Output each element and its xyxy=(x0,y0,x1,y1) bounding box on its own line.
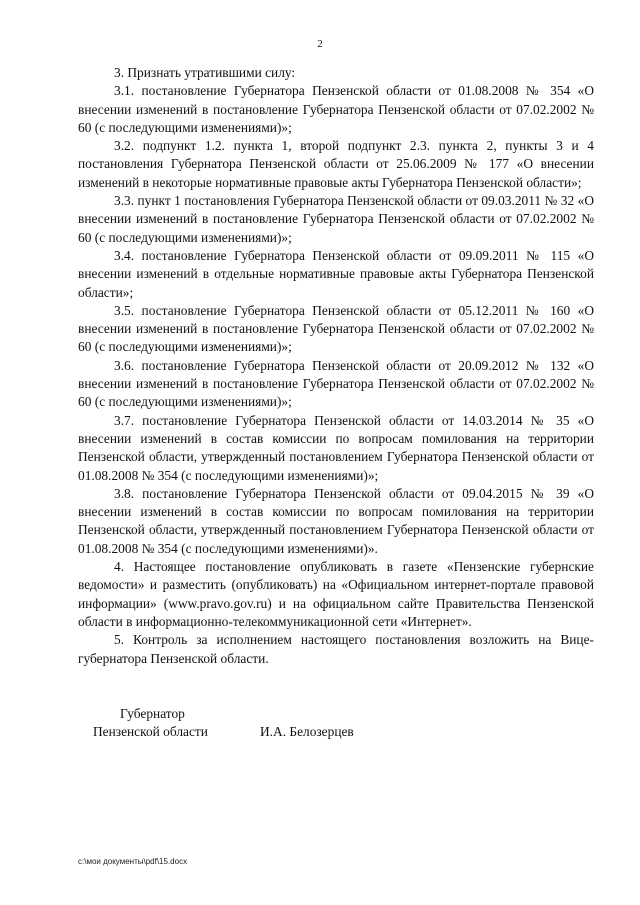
paragraph-item-3-4: 3.4. постановление Губернатора Пензенской области от 09.09.2011 № 115 «О внесении изменений в отдельные нормативные правовые акты Губернатора Пензенской области»; xyxy=(78,247,594,300)
paragraph-item-3-3: 3.3. пункт 1 постановления Губернатора Пензенской области от 09.03.2011 № 32 «О внесении изменений в постановление Губернатора Пензенской области от 07.02.2002 № 60 (с последующими изменениями)»; xyxy=(78,193,594,245)
document-body xyxy=(78,64,594,668)
signatory-name: И.А. Белозерцев xyxy=(260,724,354,739)
footer-file-path: c:\мои документы\pdf\15.docx xyxy=(78,857,188,866)
paragraph-item-3-5: 3.5. постановление Губернатора Пензенской области от 05.12.2011 № 160 «О внесении изменений в постановление Губернатора Пензенской области от 07.02.2002 № 60 (с последующими изменениями)»; xyxy=(78,302,594,355)
paragraph-item-3: 3. Признать утратившими силу: xyxy=(114,65,296,80)
signatory-title-line1: Губернатор xyxy=(120,706,185,721)
paragraph-item-3-6: 3.6. постановление Губернатора Пензенской области от 20.09.2012 № 132 «О внесении изменений в постановление Губернатора Пензенской области от 07.02.2002 № 60 (с последующими изменениями)»; xyxy=(78,357,594,410)
paragraph-item-5: 5. Контроль за исполнением настоящего постановления возложить на Вице-губернатора Пензенской области. xyxy=(78,632,594,666)
paragraph-item-3-8: 3.8. постановление Губернатора Пензенской области от 09.04.2015 № 39 «О внесении изменений в состав комиссии по вопросам помилования на территории Пензенской области, утвержденный постановлением Губернатора Пензенской области от 01.08.2008 № 354 (с последующими изменениями)». xyxy=(78,485,594,556)
paragraph-item-3-1: 3.1. постановление Губернатора Пензенской области от 01.08.2008 № 354 «О внесении изменений в постановление Губернатора Пензенской области от 07.02.2002 № 60 (с последующими изменениями)»; xyxy=(78,83,594,135)
page-number: 2 xyxy=(317,38,323,50)
paragraph-item-3-7: 3.7. постановление Губернатора Пензенской области от 14.03.2014 № 35 «О внесении изменений в состав комиссии по вопросам помилования на территории Пензенской области, утвержденный постановлением Губернатора Пензенской области от 01.08.2008 № 354 (с последующими изменениями)»; xyxy=(78,412,594,483)
paragraph-item-4: 4. Настоящее постановление опубликовать в газете «Пензенские губернские ведомости» и разместить (опубликовать) на «Официальном интернет-портале правовой информации» (www.pravo.gov.ru) и на официальном сайте Правительства Пензенской области в информационно-телекоммуникационной сети «Интернет». xyxy=(78,559,594,629)
signatory-title-line2: Пензенской области xyxy=(93,724,208,739)
paragraph-item-3-2: 3.2. подпункт 1.2. пункта 1, второй подпункт 2.3. пункта 2, пункты 3 и 4 постановления Губернатора Пензенской области от 25.06.2009 № 177 «О внесении изменений в некоторые нормативные правовые акты Губернатора Пензенской области»; xyxy=(78,138,594,190)
